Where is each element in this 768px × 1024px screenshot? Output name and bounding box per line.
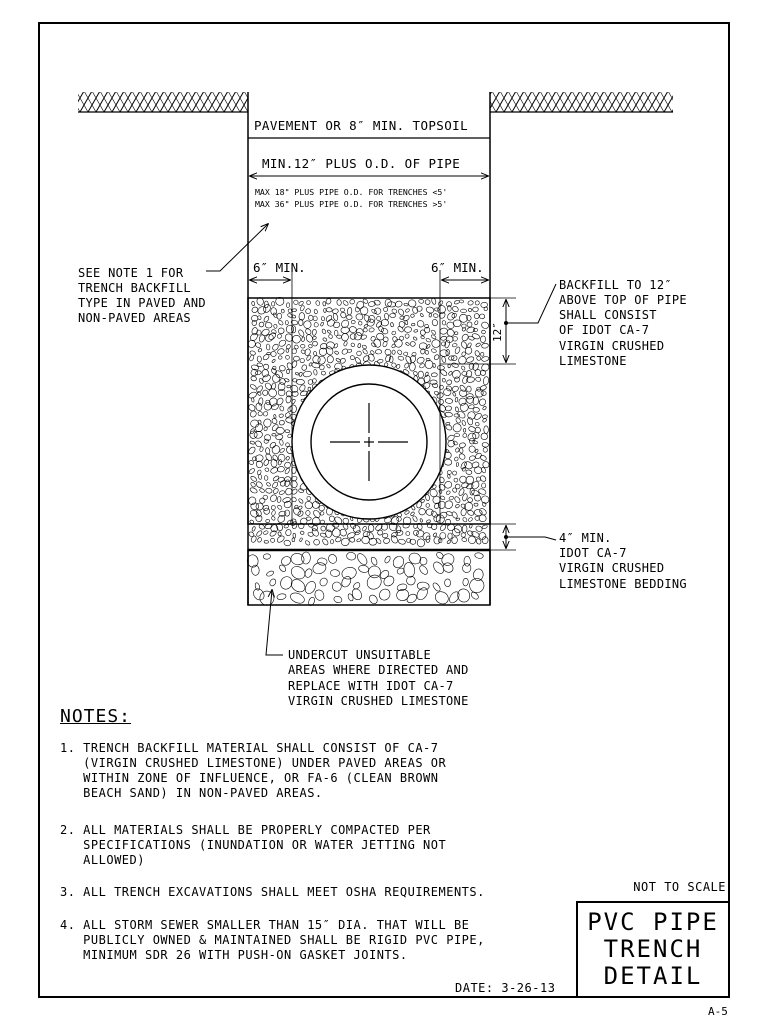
svg-text:LIMESTONE: LIMESTONE bbox=[559, 354, 627, 368]
svg-text:VIRGIN CRUSHED: VIRGIN CRUSHED bbox=[559, 561, 665, 575]
svg-text:TRENCH BACKFILL: TRENCH BACKFILL bbox=[78, 281, 191, 295]
backfill-callout bbox=[504, 278, 687, 368]
note-4: 4. ALL STORM SEWER SMALLER THAN 15″ DIA. THAT WILL BE PUBLICLY OWNED & MAINTAINED SHALL BE RIGID PVC PIPE, MINIMUM SDR 26 WITH PUSH-ON GASKET JOINTS. bbox=[60, 918, 485, 962]
svg-text:UNDERCUT UNSUITABLE: UNDERCUT UNSUITABLE bbox=[288, 648, 431, 662]
twelve-label: 12″ bbox=[491, 322, 504, 342]
notes-heading: NOTES: bbox=[60, 706, 132, 727]
svg-text:VIRGIN CRUSHED: VIRGIN CRUSHED bbox=[559, 339, 665, 353]
min-width-label: MIN.12″ PLUS O.D. OF PIPE bbox=[262, 156, 461, 171]
max-18-label: MAX 18" PLUS PIPE O.D. FOR TRENCHES <5' bbox=[255, 187, 448, 197]
sheet-number: A-5 bbox=[708, 1005, 728, 1018]
undercut-callout bbox=[266, 590, 469, 708]
six-min-right-label: 6″ MIN. bbox=[431, 260, 484, 275]
not-to-scale-label: NOT TO SCALE bbox=[633, 880, 726, 894]
pavement-label: PAVEMENT OR 8″ MIN. TOPSOIL bbox=[254, 118, 468, 133]
bedding-callout bbox=[504, 531, 687, 591]
svg-text:4″ MIN.: 4″ MIN. bbox=[559, 531, 612, 545]
title-line-2: TRENCH bbox=[603, 935, 703, 963]
note-2: 2. ALL MATERIALS SHALL BE PROPERLY COMPACTED PER SPECIFICATIONS (INUNDATION OR WATER JETTING NOT ALLOWED) bbox=[60, 823, 447, 867]
note-1: 1. TRENCH BACKFILL MATERIAL SHALL CONSIST OF CA-7 (VIRGIN CRUSHED LIMESTONE) UNDER PAVED AREAS OR WITHIN ZONE OF INFLUENCE, OR FA-6 (CLEAN BROWN BEACH SAND) IN NON-PAVED AREAS. bbox=[60, 741, 447, 800]
ground-hatch-left bbox=[78, 92, 248, 112]
svg-text:TYPE IN PAVED AND: TYPE IN PAVED AND bbox=[78, 296, 206, 310]
svg-text:SHALL CONSIST: SHALL CONSIST bbox=[559, 308, 657, 322]
title-block bbox=[576, 901, 730, 998]
see-note-callout bbox=[78, 224, 268, 325]
date-label: DATE: 3-26-13 bbox=[455, 981, 556, 995]
svg-text:NON-PAVED AREAS: NON-PAVED AREAS bbox=[78, 311, 191, 325]
svg-text:BACKFILL TO 12″: BACKFILL TO 12″ bbox=[559, 278, 672, 292]
note-3: 3. ALL TRENCH EXCAVATIONS SHALL MEET OSHA REQUIREMENTS. bbox=[60, 885, 485, 899]
svg-text:REPLACE WITH IDOT CA-7: REPLACE WITH IDOT CA-7 bbox=[288, 679, 454, 693]
ground-hatch-right bbox=[490, 92, 673, 112]
svg-text:LIMESTONE BEDDING: LIMESTONE BEDDING bbox=[559, 577, 687, 591]
six-min-left-label: 6″ MIN. bbox=[253, 260, 306, 275]
title-line-1: PVC PIPE bbox=[587, 908, 719, 936]
svg-text:SEE NOTE 1 FOR: SEE NOTE 1 FOR bbox=[78, 266, 184, 280]
svg-text:VIRGIN CRUSHED LIMESTONE: VIRGIN CRUSHED LIMESTONE bbox=[288, 694, 469, 708]
svg-text:IDOT CA-7: IDOT CA-7 bbox=[559, 546, 627, 560]
svg-text:ABOVE TOP OF PIPE: ABOVE TOP OF PIPE bbox=[559, 293, 687, 307]
title-line-3: DETAIL bbox=[603, 962, 703, 990]
svg-text:OF IDOT CA-7: OF IDOT CA-7 bbox=[559, 323, 650, 337]
max-36-label: MAX 36" PLUS PIPE O.D. FOR TRENCHES >5' bbox=[255, 199, 448, 209]
svg-text:AREAS WHERE DIRECTED AND: AREAS WHERE DIRECTED AND bbox=[288, 663, 469, 677]
